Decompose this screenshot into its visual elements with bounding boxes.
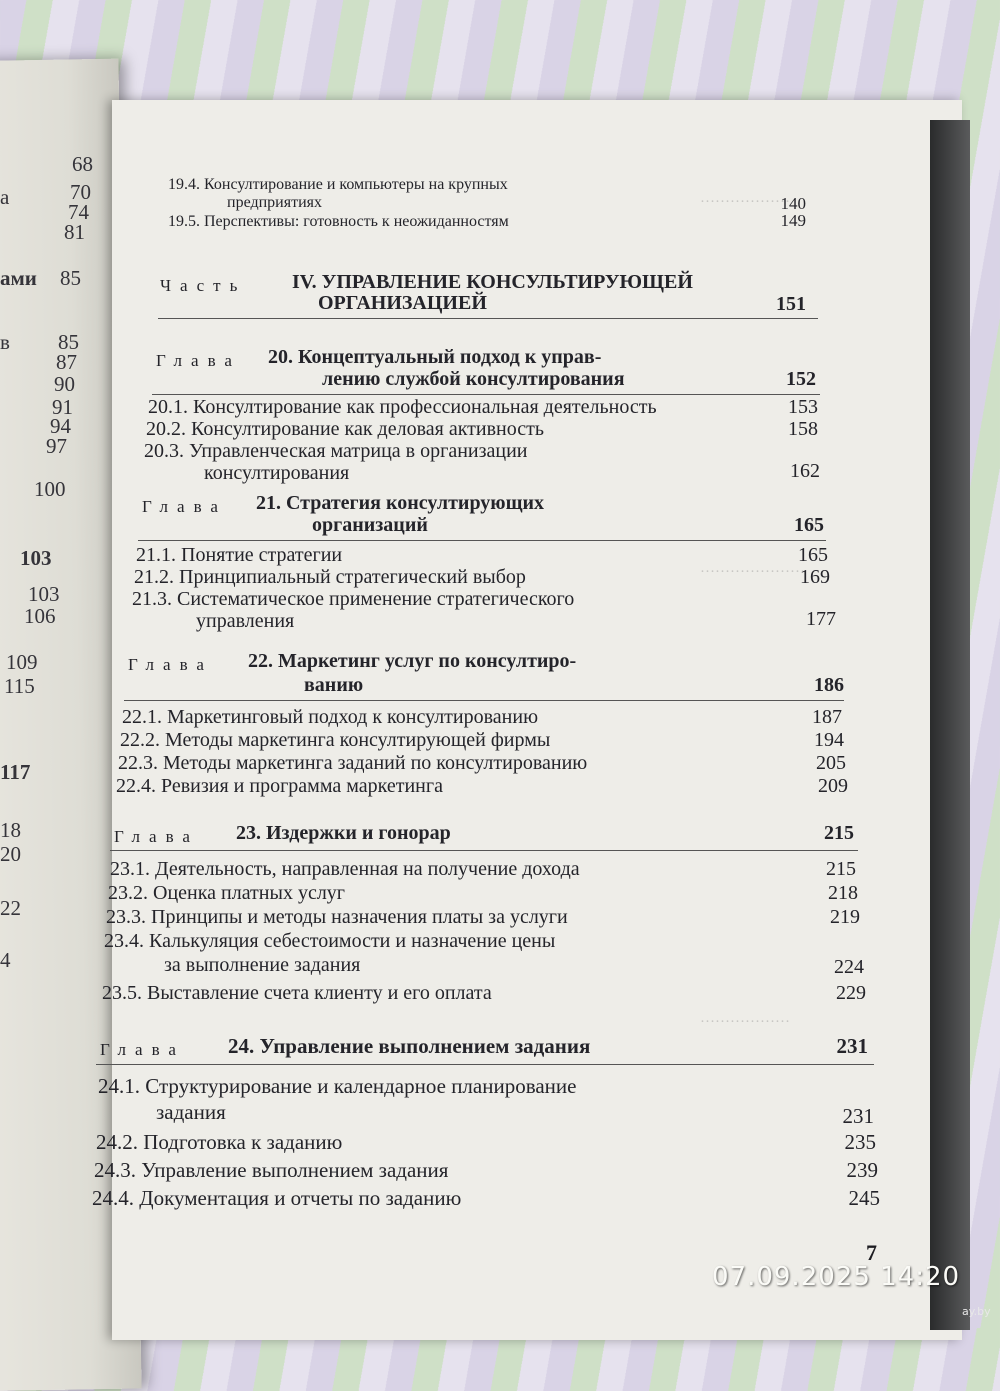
toc-entry-22-2: 22.2. Методы маркетинга консултирующей фирмы — [120, 729, 551, 751]
page-number: 7 — [866, 1240, 877, 1265]
toc-entry-23-5: 23.5. Выставление счета клиенту и его оплата — [102, 982, 492, 1004]
toc-page: 231 — [842, 1104, 874, 1128]
chapter-title-cont: ванию — [304, 674, 364, 696]
left-page-number: 68 — [72, 152, 93, 176]
book-spine — [930, 120, 970, 1330]
toc-page: 239 — [846, 1158, 878, 1182]
toc-entry-19-5: 19.5. Перспективы: готовность к неожиданностям — [168, 213, 509, 230]
left-page-number: 81 — [64, 220, 85, 244]
toc-entry-23-4-cont: за выполнение задания — [164, 954, 361, 976]
left-page-number: 106 — [24, 604, 56, 628]
toc-entry-23-4: 23.4. Калькуляция себестоимости и назначение цены — [104, 930, 556, 952]
toc-page: 162 — [790, 460, 820, 482]
left-page-number: 115 — [4, 674, 35, 698]
toc-page: 229 — [836, 982, 866, 1004]
bleed-through: ……………… — [700, 190, 790, 206]
left-page-number: 103 — [20, 546, 52, 570]
toc-page: 153 — [788, 396, 818, 418]
part-label: Часть — [160, 276, 247, 295]
toc-entry-23-3: 23.3. Принципы и методы назначения платы за услуги — [106, 906, 568, 928]
toc-entry-24-1: 24.1. Структурирование и календарное планирование — [98, 1074, 577, 1098]
part-title: IV. УПРАВЛЕНИЕ КОНСУЛЬТИРУЮЩЕЙ — [292, 271, 693, 293]
left-page-number: ами — [0, 266, 37, 290]
toc-entry-24-1-cont: задания — [156, 1100, 226, 1124]
toc-entry-20-1: 20.1. Консултирование как профессиональная деятельность — [148, 396, 657, 418]
part-title-cont: ОРГАНИЗАЦИЕЙ — [318, 292, 487, 314]
chapter-title: 20. Концептуальный подход к управ- — [268, 346, 602, 368]
toc-page: 245 — [848, 1186, 880, 1210]
chapter-title: 22. Маркетинг услуг по консултиро- — [248, 650, 577, 672]
left-page-number: в — [0, 330, 10, 354]
toc-page: 224 — [834, 956, 864, 978]
toc-page: 158 — [788, 418, 818, 440]
toc-entry-20-3-cont: консултирования — [204, 462, 350, 484]
left-page-number: 103 — [28, 582, 60, 606]
chapter-label: Глава — [156, 351, 241, 370]
left-page-number: 117 — [0, 760, 31, 784]
toc-page: 165 — [794, 514, 824, 536]
toc-entry-19-4-cont: предприятиях — [227, 194, 322, 211]
toc-page: 186 — [814, 674, 844, 696]
divider — [96, 1064, 874, 1065]
toc-entry-24-4: 24.4. Документация и отчеты по заданию — [92, 1186, 462, 1210]
divider — [152, 394, 820, 395]
left-page-number: 91 — [52, 395, 73, 419]
left-page-number: 90 — [54, 372, 75, 396]
chapter-title: 23. Издержки и гонорар — [236, 822, 451, 844]
toc-page: 209 — [818, 775, 848, 797]
toc-entry-19-4: 19.4. Консултирование и компьютеры на крупных — [168, 176, 508, 193]
toc-entry-20-3: 20.3. Управленческая матрица в организации — [144, 440, 528, 462]
left-page-number: 4 — [0, 948, 11, 972]
chapter-label: Глава — [142, 497, 227, 516]
toc-page: 177 — [806, 608, 836, 630]
toc-entry-21-1: 21.1. Понятие стратегии — [136, 544, 343, 566]
chapter-title-cont: лению службой консултирования — [322, 368, 625, 390]
toc-page: 205 — [816, 752, 846, 774]
toc-entry-22-3: 22.3. Методы маркетинга заданий по консултированию — [118, 752, 588, 774]
chapter-title: 24. Управление выполнением задания — [228, 1034, 591, 1058]
toc-entry-24-2: 24.2. Подготовка к заданию — [96, 1130, 343, 1154]
bleed-through: ……………… — [700, 1010, 790, 1026]
left-page-number: 85 — [58, 330, 79, 354]
divider — [158, 318, 818, 319]
left-page-number: 70 — [70, 180, 91, 204]
left-page-number: 87 — [56, 350, 77, 374]
photo-timestamp: 07.09.2025 14:20 — [712, 1262, 961, 1292]
toc-page: 231 — [836, 1034, 868, 1058]
left-page-number: 109 — [6, 650, 38, 674]
toc-entry-23-1: 23.1. Деятельность, направленная на получение дохода — [110, 858, 580, 880]
toc-page: 169 — [800, 566, 830, 588]
divider — [138, 540, 826, 541]
chapter-label: Глава — [128, 655, 213, 674]
left-page-number: а — [0, 185, 10, 209]
chapter-label: Глава — [114, 827, 199, 846]
toc-page: 187 — [812, 706, 842, 728]
left-page-number: 74 — [68, 200, 89, 224]
chapter-title-cont: организаций — [312, 514, 428, 536]
divider — [110, 850, 858, 851]
toc-entry-21-3-cont: управления — [196, 610, 295, 632]
toc-entry-21-3: 21.3. Систематическое применение стратегического — [132, 588, 575, 610]
chapter-title: 21. Стратегия консултирующих — [256, 492, 544, 514]
left-page-number: 100 — [34, 477, 66, 501]
toc-page: 235 — [844, 1130, 876, 1154]
toc-page: 219 — [830, 906, 860, 928]
toc-page: 151 — [776, 293, 806, 315]
toc-page: 140 — [780, 194, 806, 213]
left-page-number: 97 — [46, 434, 67, 458]
toc-entry-23-2: 23.2. Оценка платных услуг — [108, 882, 346, 904]
divider — [124, 700, 844, 701]
toc-page: 194 — [814, 729, 844, 751]
watermark: ay.by — [962, 1305, 991, 1318]
left-page-number: 18 — [0, 818, 21, 842]
toc-page: 152 — [786, 368, 816, 390]
left-page-number: 20 — [0, 842, 21, 866]
left-page-number: 85 — [60, 266, 81, 290]
bleed-through: ………………… — [700, 560, 805, 576]
toc-page: 165 — [798, 544, 828, 566]
toc-entry-20-2: 20.2. Консултирование как деловая активность — [146, 418, 544, 440]
toc-entry-22-1: 22.1. Маркетинговый подход к консултированию — [122, 706, 539, 728]
toc-page: 215 — [826, 858, 856, 880]
toc-entry-22-4: 22.4. Ревизия и программа маркетинга — [116, 775, 443, 797]
chapter-label: Глава — [100, 1040, 185, 1059]
toc-page: 149 — [780, 211, 806, 230]
left-page-number: 22 — [0, 896, 21, 920]
left-page-number: 94 — [50, 414, 71, 438]
toc-entry-24-3: 24.3. Управление выполнением задания — [94, 1158, 449, 1182]
toc-page: 218 — [828, 882, 858, 904]
toc-page: 215 — [824, 822, 854, 844]
toc-entry-21-2: 21.2. Принципиальный стратегический выбор — [134, 566, 526, 588]
